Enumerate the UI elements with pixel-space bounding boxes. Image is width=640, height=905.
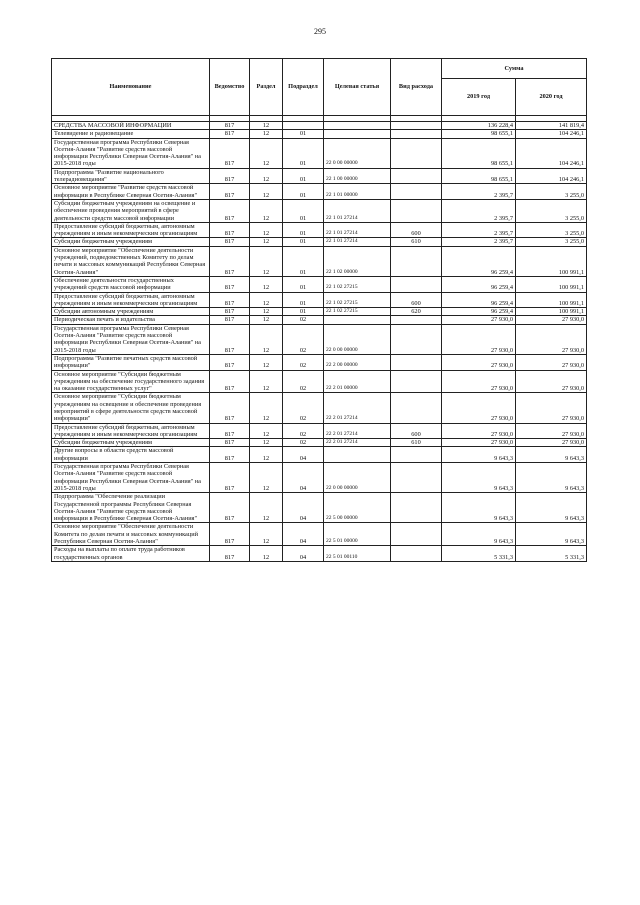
row-vedomstvo: 817 [210, 222, 250, 238]
row-vid: 600 [391, 292, 442, 308]
row-name: Субсидии бюджетным учреждениям [52, 439, 210, 447]
row-sum-2019: 27 930,0 [442, 324, 516, 354]
row-vedomstvo: 817 [210, 370, 250, 393]
row-sum-2019: 96 259,4 [442, 246, 516, 276]
row-target: 22 2 01 27214 [324, 393, 391, 423]
row-target [324, 316, 391, 324]
row-razdel: 12 [250, 199, 283, 222]
row-vid [391, 122, 442, 130]
row-sum-2019: 96 259,4 [442, 276, 516, 292]
row-podrazdel: 01 [283, 168, 324, 184]
row-target [324, 130, 391, 138]
table-row [52, 184, 587, 200]
row-podrazdel: 02 [283, 316, 324, 324]
row-vid [391, 246, 442, 276]
row-vedomstvo: 817 [210, 199, 250, 222]
table-row [52, 276, 587, 292]
row-name: Подпрограмма "Обеспечение реализации Государственной программы Республики Северная Осетия-Алания "Развитие средств массовой информации в Республике Северная Осетия-Алания" [52, 493, 210, 523]
row-sum-2019: 27 930,0 [442, 393, 516, 423]
row-sum-2019: 9 643,3 [442, 493, 516, 523]
table-row [52, 292, 587, 308]
row-sum-2019: 27 930,0 [442, 354, 516, 370]
row-razdel: 12 [250, 130, 283, 138]
row-podrazdel: 01 [283, 184, 324, 200]
row-vid: 600 [391, 222, 442, 238]
row-razdel: 12 [250, 354, 283, 370]
row-sum-2020: 27 930,0 [516, 370, 587, 393]
row-sum-2019: 5 331,3 [442, 546, 516, 562]
table-row [52, 138, 587, 168]
row-podrazdel: 01 [283, 246, 324, 276]
row-podrazdel: 01 [283, 238, 324, 246]
row-target [324, 122, 391, 130]
row-name: Предоставление субсидий бюджетным, автономным учреждениям и иным некоммерческим организациям [52, 222, 210, 238]
table-row [52, 423, 587, 439]
row-vedomstvo: 817 [210, 423, 250, 439]
row-vid [391, 276, 442, 292]
row-vid: 600 [391, 423, 442, 439]
row-sum-2019: 2 395,7 [442, 184, 516, 200]
row-razdel: 12 [250, 439, 283, 447]
row-name: Субсидии бюджетным учреждениям на освещение и обеспечение проведения мероприятий в сфере деятельности средств массовой информации [52, 199, 210, 222]
row-sum-2020: 3 255,0 [516, 222, 587, 238]
row-target: 22 1 01 00000 [324, 184, 391, 200]
page-number: 295 [314, 27, 326, 36]
row-vedomstvo: 817 [210, 324, 250, 354]
row-sum-2019: 2 395,7 [442, 238, 516, 246]
row-razdel: 12 [250, 393, 283, 423]
row-sum-2020: 3 255,0 [516, 184, 587, 200]
row-razdel: 12 [250, 292, 283, 308]
row-razdel: 12 [250, 370, 283, 393]
row-target: 22 2 01 00000 [324, 370, 391, 393]
row-sum-2020: 27 930,0 [516, 393, 587, 423]
header-2019: 2019 год [442, 79, 516, 116]
row-name: Основное мероприятие "Субсидии бюджетным учреждениям на обеспечение государственного задания на оказание государственных услуг" [52, 370, 210, 393]
row-sum-2019: 2 395,7 [442, 222, 516, 238]
row-sum-2020: 100 991,1 [516, 276, 587, 292]
row-name: Другие вопросы в области средств массовой информации [52, 447, 210, 463]
row-podrazdel: 02 [283, 393, 324, 423]
row-podrazdel: 04 [283, 523, 324, 546]
row-podrazdel: 01 [283, 138, 324, 168]
header-target: Целевая статья [324, 59, 391, 116]
row-name: Основное мероприятие "Субсидии бюджетным учреждениям на освещение и обеспечение проведения мероприятий в сфере деятельности средств массовой информации" [52, 393, 210, 423]
row-podrazdel: 04 [283, 463, 324, 493]
header-sum: Сумма [442, 59, 587, 79]
row-target: 22 1 02 27215 [324, 308, 391, 316]
row-razdel: 12 [250, 184, 283, 200]
row-sum-2020: 141 819,4 [516, 122, 587, 130]
row-name: Государственная программа Республики Северная Осетия-Алания "Развитие средств массовой информации Республики Северная Осетия-Алания" на 2015-2018 годы [52, 138, 210, 168]
row-vedomstvo: 817 [210, 447, 250, 463]
row-razdel: 12 [250, 138, 283, 168]
row-vedomstvo: 817 [210, 130, 250, 138]
header-name: Наименование [52, 59, 210, 116]
row-name: Предоставление субсидий бюджетным, автономным учреждениям и иным некоммерческим организациям [52, 292, 210, 308]
row-sum-2019: 27 930,0 [442, 439, 516, 447]
row-sum-2019: 9 643,3 [442, 463, 516, 493]
row-razdel: 12 [250, 523, 283, 546]
row-podrazdel: 02 [283, 324, 324, 354]
row-razdel: 12 [250, 246, 283, 276]
header-vedomstvo: Ведомство [210, 59, 250, 116]
row-sum-2019: 98 655,1 [442, 130, 516, 138]
row-podrazdel: 04 [283, 447, 324, 463]
row-vid [391, 184, 442, 200]
header-2020: 2020 год [516, 79, 587, 116]
row-name: Основное мероприятие "Обеспечение деятельности учреждений, подведомственных Комитету по делам печати и массовых коммуникаций Республики Северная Осетия-Алания" [52, 246, 210, 276]
row-name: Расходы на выплаты по оплате труда работников государственных органов [52, 546, 210, 562]
row-vedomstvo: 817 [210, 184, 250, 200]
row-name: Субсидии автономным учреждениям [52, 308, 210, 316]
row-sum-2020: 3 255,0 [516, 199, 587, 222]
row-sum-2020: 5 331,3 [516, 546, 587, 562]
row-vedomstvo: 817 [210, 523, 250, 546]
row-sum-2020: 3 255,0 [516, 238, 587, 246]
table-row [52, 238, 587, 246]
row-target: 22 1 00 00000 [324, 168, 391, 184]
row-razdel: 12 [250, 276, 283, 292]
row-sum-2019: 27 930,0 [442, 316, 516, 324]
row-vedomstvo: 817 [210, 276, 250, 292]
row-podrazdel: 01 [283, 276, 324, 292]
table-row [52, 370, 587, 393]
row-vedomstvo: 817 [210, 439, 250, 447]
row-name: Телевидение и радиовещание [52, 130, 210, 138]
row-sum-2020: 27 930,0 [516, 324, 587, 354]
row-sum-2019: 27 930,0 [442, 423, 516, 439]
row-razdel: 12 [250, 423, 283, 439]
row-sum-2019: 27 930,0 [442, 370, 516, 393]
row-name: Государственная программа Республики Северная Осетия-Алания "Развитие средств массовой информации Республики Северная Осетия-Алания" на 2015-2018 годы [52, 324, 210, 354]
row-vid [391, 370, 442, 393]
row-vid [391, 523, 442, 546]
row-sum-2020: 100 991,1 [516, 246, 587, 276]
row-vid [391, 354, 442, 370]
row-target: 22 2 01 27214 [324, 439, 391, 447]
row-sum-2019: 96 259,4 [442, 292, 516, 308]
row-sum-2020: 9 643,3 [516, 493, 587, 523]
row-razdel: 12 [250, 447, 283, 463]
row-razdel: 12 [250, 308, 283, 316]
row-vid [391, 447, 442, 463]
row-name: Основное мероприятие "Развитие средств массовой информации в Республике Северная Осетия-Алания" [52, 184, 210, 200]
row-podrazdel [283, 122, 324, 130]
row-target: 22 1 01 27214 [324, 199, 391, 222]
row-vid [391, 493, 442, 523]
row-target: 22 0 00 00000 [324, 463, 391, 493]
table-row [52, 308, 587, 316]
table-row [52, 122, 587, 130]
row-vid [391, 130, 442, 138]
row-sum-2019: 9 643,3 [442, 447, 516, 463]
row-vedomstvo: 817 [210, 138, 250, 168]
row-sum-2020: 104 246,1 [516, 168, 587, 184]
row-razdel: 12 [250, 493, 283, 523]
row-sum-2019: 2 395,7 [442, 199, 516, 222]
table-row [52, 130, 587, 138]
row-podrazdel: 02 [283, 354, 324, 370]
row-target: 22 1 01 27214 [324, 238, 391, 246]
row-vid: 610 [391, 238, 442, 246]
row-vid [391, 316, 442, 324]
row-name: Государственная программа Республики Северная Осетия-Алания "Развитие средств массовой информации Республики Северная Осетия-Алания" на 2015-2018 годы [52, 463, 210, 493]
row-sum-2020: 27 930,0 [516, 439, 587, 447]
row-target: 22 5 01 00000 [324, 523, 391, 546]
row-name: Периодическая печать и издательства [52, 316, 210, 324]
row-vedomstvo: 817 [210, 546, 250, 562]
row-razdel: 12 [250, 546, 283, 562]
row-name: СРЕДСТВА МАССОВОЙ ИНФОРМАЦИИ [52, 122, 210, 130]
row-vedomstvo: 817 [210, 316, 250, 324]
row-podrazdel: 01 [283, 222, 324, 238]
row-sum-2020: 100 991,1 [516, 292, 587, 308]
row-razdel: 12 [250, 168, 283, 184]
table-row [52, 354, 587, 370]
row-vid [391, 138, 442, 168]
row-target: 22 0 00 00000 [324, 324, 391, 354]
row-razdel: 12 [250, 324, 283, 354]
table-row [52, 222, 587, 238]
row-name: Предоставление субсидий бюджетным, автономным учреждениям и иным некоммерческим организациям [52, 423, 210, 439]
table-row [52, 168, 587, 184]
row-podrazdel: 02 [283, 439, 324, 447]
row-sum-2020: 9 643,3 [516, 523, 587, 546]
table-row [52, 493, 587, 523]
row-vedomstvo: 817 [210, 493, 250, 523]
row-razdel: 12 [250, 463, 283, 493]
row-podrazdel: 01 [283, 199, 324, 222]
row-sum-2019: 9 643,3 [442, 523, 516, 546]
table-row [52, 199, 587, 222]
row-sum-2019: 96 259,4 [442, 308, 516, 316]
table-row [52, 546, 587, 562]
row-vedomstvo: 817 [210, 122, 250, 130]
row-podrazdel: 02 [283, 370, 324, 393]
header-podrazdel: Подраздел [283, 59, 324, 116]
row-vedomstvo: 817 [210, 292, 250, 308]
header-vid: Вид расхода [391, 59, 442, 116]
row-sum-2019: 98 655,1 [442, 138, 516, 168]
row-vid [391, 463, 442, 493]
row-razdel: 12 [250, 316, 283, 324]
row-vid [391, 168, 442, 184]
row-target [324, 447, 391, 463]
table-row [52, 463, 587, 493]
row-vedomstvo: 817 [210, 393, 250, 423]
row-podrazdel: 01 [283, 308, 324, 316]
row-target: 22 2 01 27214 [324, 423, 391, 439]
table-row [52, 246, 587, 276]
row-vedomstvo: 817 [210, 354, 250, 370]
table-row [52, 393, 587, 423]
row-sum-2020: 104 246,1 [516, 130, 587, 138]
row-razdel: 12 [250, 122, 283, 130]
row-vedomstvo: 817 [210, 463, 250, 493]
row-sum-2019: 136 228,4 [442, 122, 516, 130]
header-razdel: Раздел [250, 59, 283, 116]
row-vedomstvo: 817 [210, 238, 250, 246]
row-podrazdel: 02 [283, 423, 324, 439]
table-body [52, 122, 587, 562]
row-vid: 620 [391, 308, 442, 316]
row-target: 22 1 01 27214 [324, 222, 391, 238]
row-target: 22 0 00 00000 [324, 138, 391, 168]
row-vid [391, 393, 442, 423]
row-sum-2019: 98 655,1 [442, 168, 516, 184]
row-podrazdel: 01 [283, 130, 324, 138]
row-sum-2020: 104 246,1 [516, 138, 587, 168]
row-target: 22 1 02 27215 [324, 276, 391, 292]
row-sum-2020: 100 991,1 [516, 308, 587, 316]
row-vid [391, 199, 442, 222]
row-vid [391, 546, 442, 562]
row-target: 22 5 01 00110 [324, 546, 391, 562]
row-target: 22 1 02 00000 [324, 246, 391, 276]
row-podrazdel: 04 [283, 546, 324, 562]
row-name: Основное мероприятие "Обеспечение деятельности Комитета по делам печати и массовых коммуникаций Республики Северная Осетия-Алания" [52, 523, 210, 546]
table-row [52, 316, 587, 324]
row-name: Подпрограмма "Развитие национального телерадиовещания" [52, 168, 210, 184]
row-vedomstvo: 817 [210, 308, 250, 316]
row-target: 22 5 00 00000 [324, 493, 391, 523]
row-name: Подпрограмма "Развитие печатных средств массовой информации" [52, 354, 210, 370]
table-row [52, 324, 587, 354]
row-sum-2020: 9 643,3 [516, 447, 587, 463]
row-target: 22 2 00 00000 [324, 354, 391, 370]
row-podrazdel: 04 [283, 493, 324, 523]
row-vid [391, 324, 442, 354]
row-sum-2020: 27 930,0 [516, 354, 587, 370]
row-vedomstvo: 817 [210, 168, 250, 184]
row-target: 22 1 02 27215 [324, 292, 391, 308]
row-vid: 610 [391, 439, 442, 447]
row-razdel: 12 [250, 238, 283, 246]
row-name: Обеспечение деятельности государственных учреждений средств массовой информации [52, 276, 210, 292]
table-row [52, 523, 587, 546]
row-name: Субсидии бюджетным учреждениям [52, 238, 210, 246]
row-sum-2020: 9 643,3 [516, 463, 587, 493]
row-razdel: 12 [250, 222, 283, 238]
row-sum-2020: 27 930,0 [516, 316, 587, 324]
row-vedomstvo: 817 [210, 246, 250, 276]
budget-table [51, 58, 587, 562]
table-row [52, 439, 587, 447]
row-sum-2020: 27 930,0 [516, 423, 587, 439]
table-row [52, 447, 587, 463]
row-podrazdel: 01 [283, 292, 324, 308]
